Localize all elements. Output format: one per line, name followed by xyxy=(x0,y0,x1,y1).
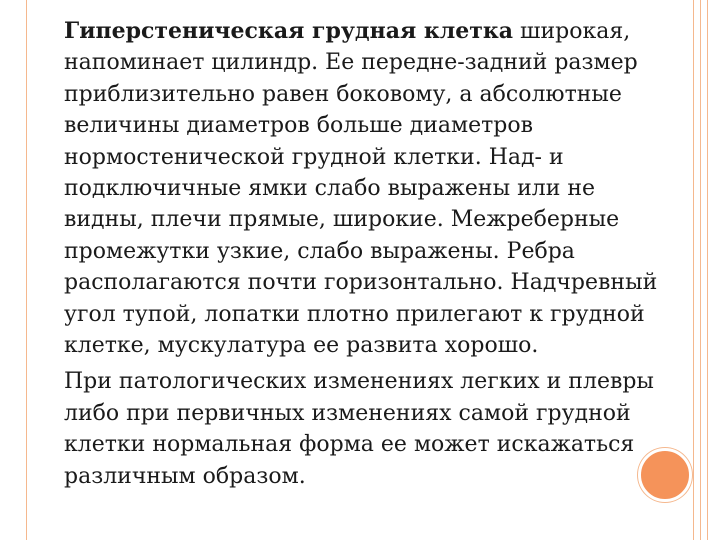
term-hypersthenic-chest: Гиперстеническая грудная клетка xyxy=(64,18,514,44)
decorative-circle xyxy=(638,448,692,502)
paragraph-2-text: При патологических изменениях легких и плевры либо при первичных изменениях самой грудной клетки нормальная форма ее может искажаться различным образом. xyxy=(64,369,654,489)
slide-body xyxy=(64,16,680,492)
right-border-line xyxy=(700,0,701,540)
paragraph-hypersthenic xyxy=(64,16,680,361)
paragraph-pathology xyxy=(64,366,680,492)
paragraph-1-text: широкая, напоминает цилиндр. Ее передне-задний размер приблизительно равен боковому, а абсолютные величины диаметров больше диаметров нормостенической грудной клетки. Над- и подключичные ямки слабо выражены или не видны, плечи прямые, широкие. Межреберные промежутки узкие, слабо выражены. Ребра располагаются почти горизонтально. Надчревный угол тупой, лопатки плотно прилегают к грудной клетке, мускулатура ее развита хорошо. xyxy=(64,19,658,359)
right-border-line xyxy=(707,0,708,540)
left-border-line xyxy=(26,0,27,540)
right-border-line xyxy=(693,0,694,540)
